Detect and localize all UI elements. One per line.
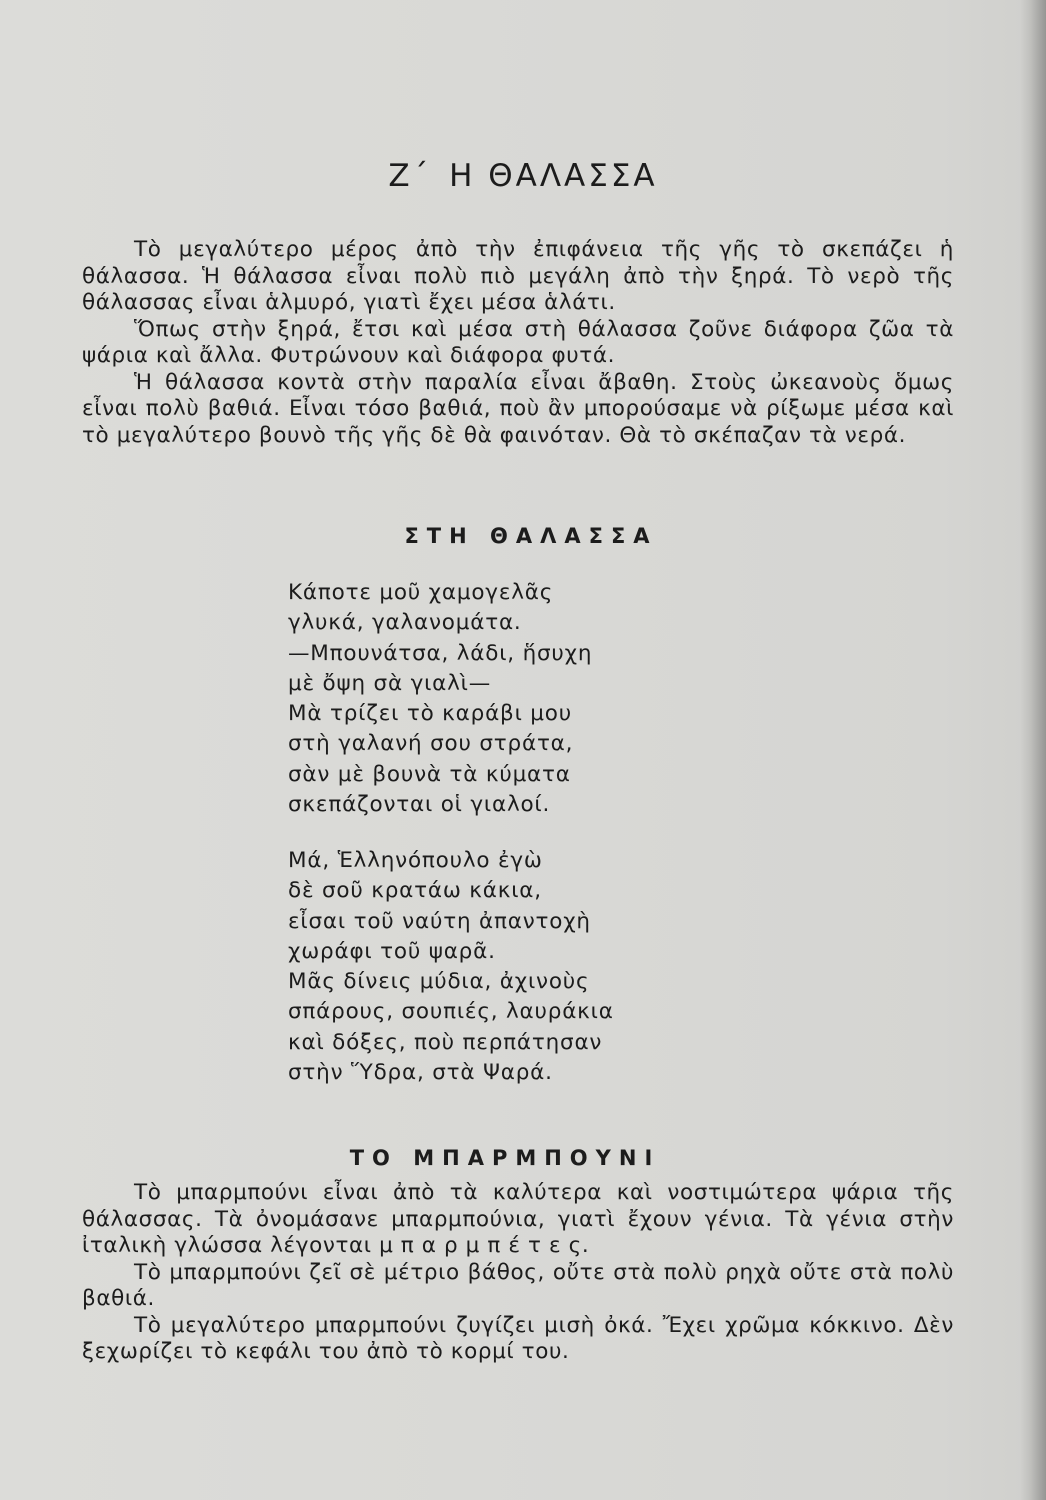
fish-paragraph-1: Τὸ μπαρμπούνι εἶναι ἀπὸ τὰ καλύτερα καὶ νοστιμώτερα ψάρια τῆς θάλασσας. Τὰ ὀνομάσανε μπαρμπούνια, γιατὶ ἔχουν γένια. Τὰ γένια στὴν ἰταλικὴ γλώσσα λέγονται μ π α ρ μ π έ τ ε ς. [82,1180,954,1258]
chapter-title-text: Η ΘΑΛΑΣΣΑ [449,158,658,194]
poem-line: Μὰ τρίζει τὸ καράβι μου [288,701,572,727]
chapter-title [0,158,1046,194]
poem-line: δὲ σοῦ κρατάω κάκια, [288,878,542,904]
poem-line: Μά, Ἑλληνόπουλο ἐγὼ [288,848,543,873]
poem-line: σκεπάζονται οἱ γιαλοί. [288,792,551,818]
intro-text [82,237,954,449]
poem-line: σπάρους, σουπιές, λαυράκια [288,999,614,1025]
poem-line: καὶ δόξες, ποὺ περπάτησαν [288,1029,603,1055]
poem-line: Μᾶς δίνεις μύδια, ἀχινοὺς [288,969,590,995]
poem-title: ΣΤΗ ΘΑΛΑΣΣΑ [404,524,658,548]
poem-line: μὲ ὄψη σὰ γιαλὶ— [288,670,492,696]
poem-line: στὴ γαλανή σου στράτα, [288,731,574,757]
chapter-number: Ζ΄ [388,158,432,194]
poem-line: σὰν μὲ βουνὰ τὰ κύματα [288,761,571,787]
intro-paragraph-3: Ἡ θάλασσα κοντὰ στὴν παραλία εἶναι ἄβαθη. Στοὺς ὠκεανοὺς ὅμως εἶναι πολὺ βαθιά. Εἶναι τόσο βαθιά, ποὺ ἂν μπορούσαμε νὰ ρίξωμε μέσα καὶ τὸ μεγαλύτερο βουνὸ τῆς γῆς δὲ θὰ φαινόταν. Θὰ τὸ σκέπαζαν τὰ νερά. [82,369,954,448]
poem-stanza-1 [288,578,592,820]
fish-paragraph-3: Τὸ μεγαλύτερο μπαρμπούνι ζυγίζει μισὴ ὀκά. Ἔχει χρῶμα κόκκινο. Δὲν ξεχωρίζει τὸ κεφάλι του ἀπὸ τὸ κορμί του. [82,1312,954,1364]
poem-line: Κάποτε μοῦ χαμογελᾶς [288,580,554,605]
intro-paragraph-1: Τὸ μεγαλύτερο μέρος ἀπὸ τὴν ἐπιφάνεια τῆς γῆς τὸ σκεπάζει ἡ θάλασσα. Ἡ θάλασσα εἶναι πολὺ πιὸ μεγάλη ἀπὸ τὴν ξηρά. Τὸ νερὸ τῆς θάλασσας εἶναι ἁλμυρό, γιατὶ ἔχει μέσα ἁλάτι. [82,237,954,315]
poem-line: στὴν Ὕδρα, στὰ Ψαρά. [288,1060,553,1086]
fish-text [82,1180,954,1366]
poem-line: γλυκά, γαλανομάτα. [288,610,522,636]
poem-line: χωράφι τοῦ ψαρᾶ. [288,938,496,964]
poem-line: εἶσαι τοῦ ναύτη ἀπαντοχὴ [288,908,591,934]
section-title: ΤΟ ΜΠΑΡΜΠΟΥΝΙ [349,1146,661,1170]
poem-stanza-2 [288,846,614,1088]
poem-line: —Μπουνάτσα, λάδι, ἥσυχη [288,640,593,666]
page-binding-shadow [1020,0,1046,1500]
intro-paragraph-2: Ὅπως στὴν ξηρά, ἔτσι καὶ μέσα στὴ θάλασσα ζοῦνε διάφορα ζῶα τὰ ψάρια καὶ ἄλλα. Φυτρώνουν καὶ διάφορα φυτά. [82,316,954,368]
fish-paragraph-2: Τὸ μπαρμπούνι ζεῖ σὲ μέτριο βάθος, οὔτε στὰ πολὺ ρηχὰ οὔτε στὰ πολὺ βαθιά. [82,1259,954,1311]
